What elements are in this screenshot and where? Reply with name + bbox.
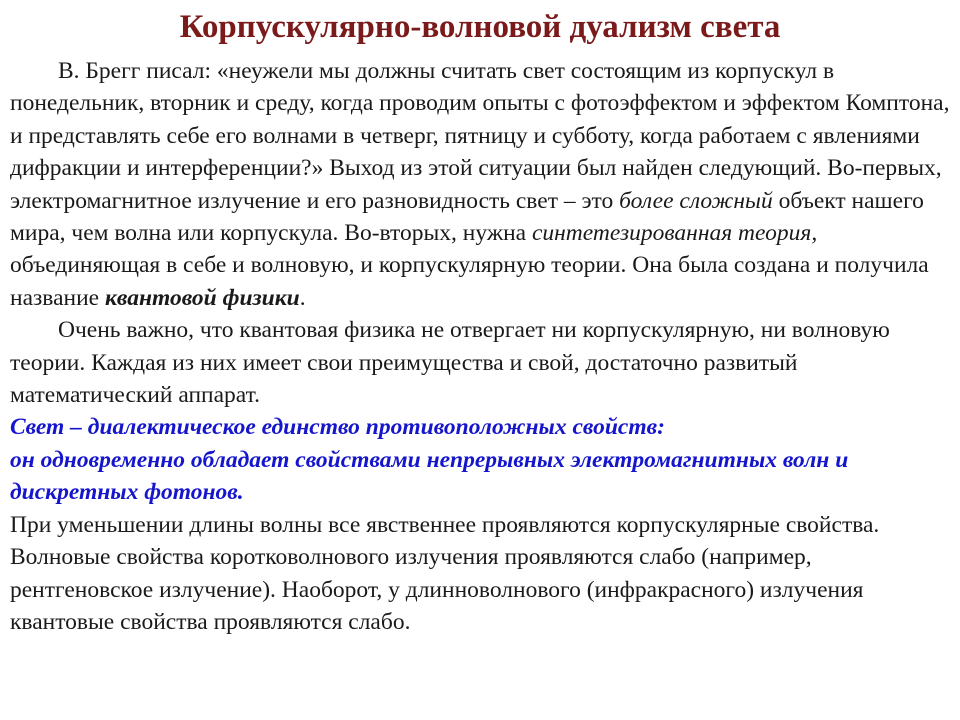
italic-phrase-synthesized-theory: синтетезированная теория, <box>531 220 818 247</box>
bold-italic-quantum-physics: квантовой физики <box>104 284 300 311</box>
paragraph-text: В. Брегг писал: «неужели мы должны считать свет состоящим из корпускул в понедельник, вторник и среду, когда проводим опыты с фотоэффектом и эффектом Комптона, и представлять себе его волнами в четверг, пятницу и субботу, когда работаем с явлениями дифракции и интерференции?» Выход из этой ситуации был найден следующий. Во-первых, электромагнитное излучение и его разновидность свет – это <box>10 58 950 214</box>
paragraph-text: . <box>299 284 306 311</box>
slide-body <box>10 55 950 638</box>
paragraph-quantum-physics: Очень важно, что квантовая физика не отвергает ни корпускулярную, ни волновую теории. Каждая из них имеет свои преимущества и свой, достаточно развитый математический аппарат. <box>10 317 890 409</box>
paragraph-wavelength: При уменьшении длины волны все явственнее проявляются корпускулярные свойства. Волновые свойства коротковолнового излучения проявляются слабо (например, рентгеновское излучение). Наоборот, у длинноволнового (инфракрасного) излучения квантовые свойства проявляются слабо. <box>10 511 880 635</box>
italic-phrase-complex-object: более сложный <box>619 187 773 214</box>
slide-title: Корпускулярно-волновой дуализм света <box>179 9 781 45</box>
highlight-line-dialectic: Свет – диалектическое единство противоположных свойств: <box>10 414 665 441</box>
paragraph-text: объединяющая в себе и волновую, и корпускулярную теории. Она была создана и получила название <box>10 252 929 311</box>
highlight-line-wave-photon: он одновременно обладает свойствами непрерывных электромагнитных волн и дискретных фотонов. <box>10 446 849 506</box>
paragraph-bragg-quote <box>10 55 950 314</box>
paragraph-text: объект нашего мира, чем волна или корпускула. Во-вторых, нужна <box>10 187 924 247</box>
